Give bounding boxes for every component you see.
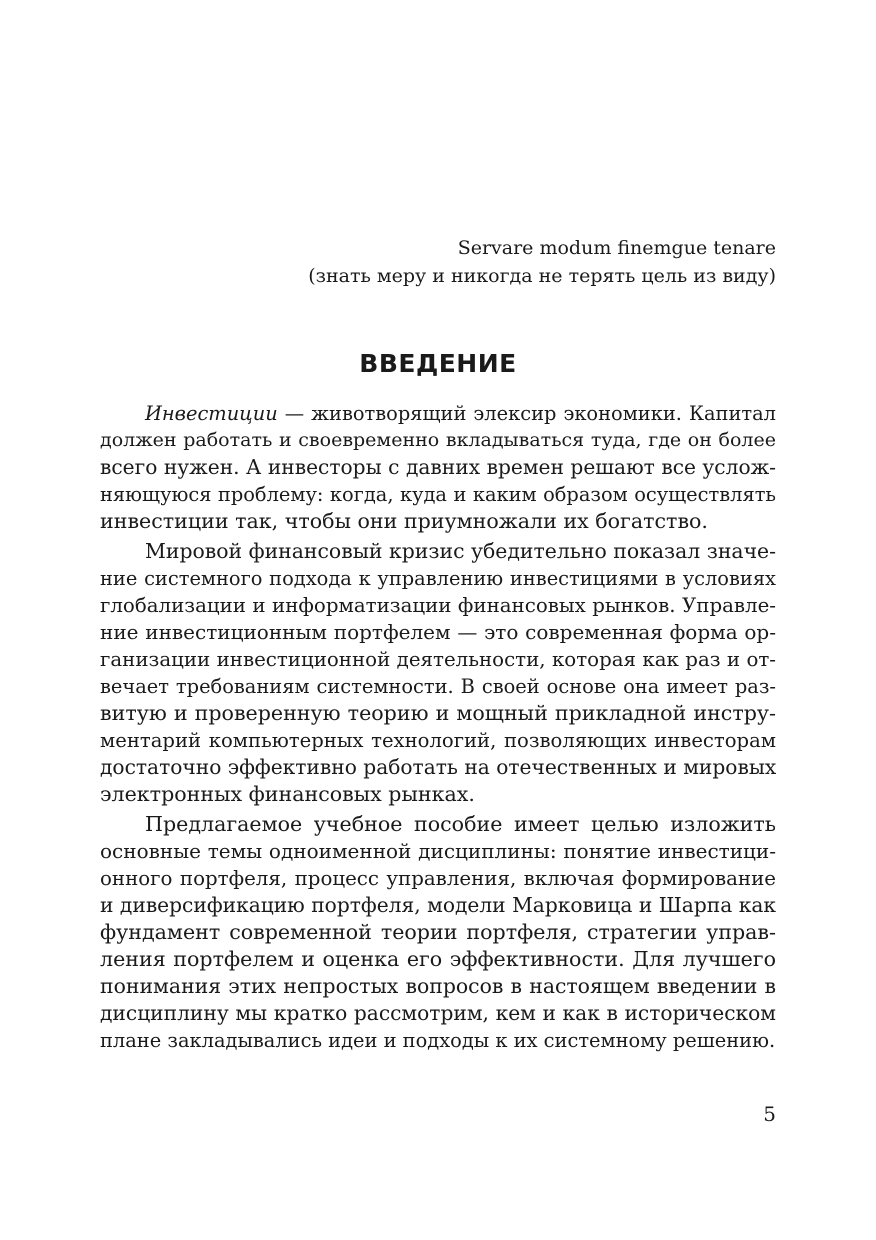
paragraph	[100, 400, 776, 535]
epigraph	[308, 234, 776, 290]
paragraph-line: Инвестиции — животворящий элексир экономики. Капитал	[145, 402, 776, 425]
paragraph-line: вечает требованиям системности. В своей основе она имеет раз-	[100, 675, 776, 698]
italic-term: Инвестиции	[145, 402, 278, 425]
paragraph-line: ментарий компьютерных технологий, позволяющих инвесторам	[100, 729, 776, 752]
paragraph-line: Мировой финансовый кризис убедительно показал значе-	[145, 539, 776, 563]
paragraph-line: онного портфеля, процесс управления, включая формирование	[100, 867, 776, 890]
paragraph-line: дисциплину мы кратко рассмотрим, кем и как в историческом	[100, 1001, 776, 1025]
paragraph-line: достаточно эффективно работать на отечественных и мировых	[100, 755, 776, 779]
body-text	[100, 400, 776, 1057]
paragraph	[100, 538, 776, 808]
paragraph-line: плане закладывались идеи и подходы к их системному решению.	[100, 1029, 776, 1052]
paragraph-line: ления портфелем и оценка его эффективности. Для лучшего	[100, 947, 776, 971]
paragraph-line: ние инвестиционным портфелем — это современная форма ор-	[100, 620, 776, 644]
paragraph-line: электронных финансовых рынках.	[100, 782, 475, 806]
paragraph-line: основные темы одноименной дисциплины: понятие инвестици-	[100, 839, 776, 863]
epigraph-translation: (знать меру и никогда не терять цель из виду)	[308, 265, 776, 287]
paragraph-line: няющуюся проблему: когда, куда и каким образом осуществлять	[100, 483, 776, 506]
paragraph-line: понимания этих непростых вопросов в настоящем введении в	[100, 974, 776, 998]
paragraph-line: инвестиции так, чтобы они приумножали их богатство.	[100, 509, 708, 533]
page-number: 5	[763, 1102, 776, 1126]
paragraph-line: глобализации и информатизации финансовых рынков. Управле-	[100, 594, 776, 617]
paragraph-line: и диверсификацию портфеля, модели Марковица и Шарпа как	[100, 893, 776, 917]
paragraph	[100, 811, 776, 1054]
epigraph-latin: Servare modum finemgue tenare	[457, 237, 776, 259]
paragraph-line: витую и проверенную теорию и мощный прикладной инстру-	[100, 701, 776, 725]
chapter-heading: ВВЕДЕНИЕ	[359, 349, 517, 378]
paragraph-line: должен работать и своевременно вкладываться туда, где он более	[100, 429, 776, 451]
paragraph-line: всего нужен. А инвесторы с давних времен решают все услож-	[100, 455, 776, 479]
paragraph-line: фундамент современной теории портфеля, стратегии управ-	[100, 920, 776, 944]
paragraph-line: Предлагаемое учебное пособие имеет целью изложить	[145, 812, 776, 836]
paragraph-line: ганизации инвестиционной деятельности, которая как раз и от-	[100, 648, 776, 671]
paragraph-line: ние системного подхода к управлению инвестициями в условиях	[100, 567, 776, 590]
